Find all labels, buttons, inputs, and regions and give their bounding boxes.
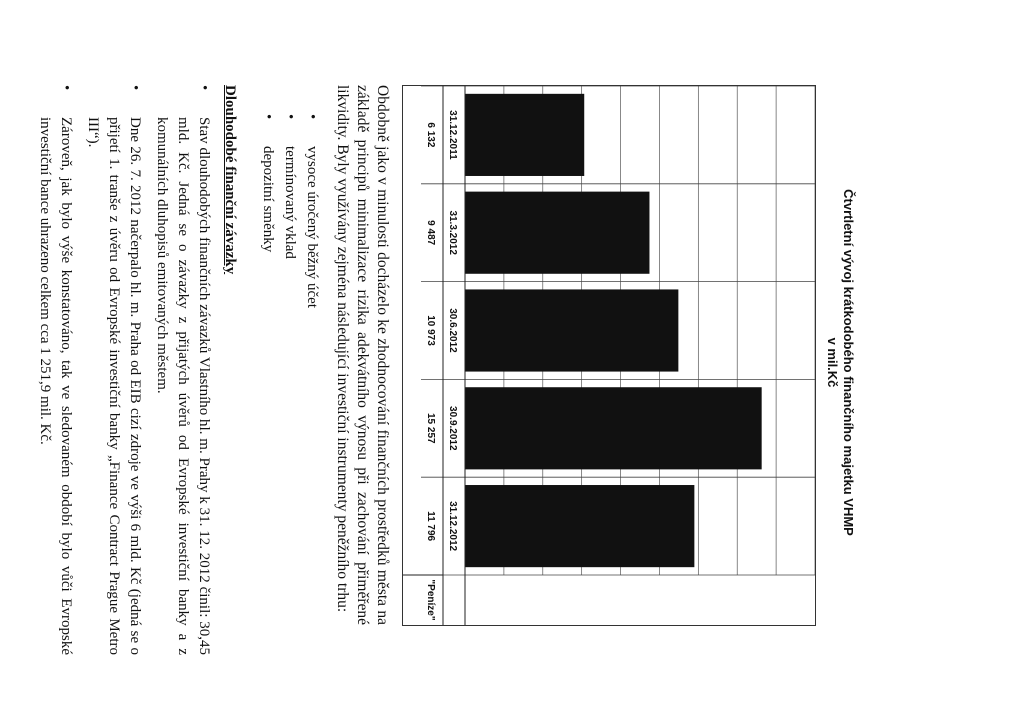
instrument-list [257, 114, 323, 584]
bullet: • [304, 114, 320, 120]
list-item [301, 114, 323, 584]
category-label: 31.12.2011 [447, 110, 458, 160]
category-label: 30.9.2012 [447, 406, 458, 451]
bullet: • [58, 85, 74, 91]
liabilities-heading: Dlouhodobé finanční závazky [222, 85, 238, 275]
category-label: 31.3.2012 [447, 210, 458, 255]
series-row-label: "Peníze" [425, 579, 436, 621]
chart-frame [402, 85, 816, 626]
bar-chart [403, 86, 815, 625]
list-item [151, 85, 214, 655]
liability-text: Stav dlouhodobých finančních závazků Vlastního hl. m. Prahy k 31. 12. 2012 činil: 30,45 mld. Kč. Jedná se o závazky z přijatých úvěrů od Evropské investiční banky a z komunálních dluhopisů emitovaných městem. [154, 117, 212, 655]
chart-title [824, 0, 856, 725]
bar [465, 192, 649, 274]
chart-title-line2: v mil.Kč [825, 337, 840, 388]
data-table [403, 86, 465, 625]
list-item [82, 85, 145, 655]
bullet: • [196, 85, 212, 91]
bar [465, 94, 584, 176]
bar [465, 387, 762, 469]
liabilities-list [34, 85, 214, 655]
value-label: 11 796 [425, 511, 436, 542]
category-label: 30.6.2012 [447, 308, 458, 353]
value-label: 6 132 [425, 122, 436, 148]
liability-text: Dne 26. 7. 2012 načerpalo hl. m. Praha od EIB cizí zdroje ve výši 6 mld. Kč (jedná se o přijetí 1. tranše z úvěru od Evropské investiční banky „Finance Contract Prague Metro III“). [85, 117, 143, 655]
bars [465, 94, 762, 567]
list-item [279, 114, 301, 584]
bar [465, 485, 694, 567]
value-label: 9 487 [425, 220, 436, 246]
bullet: • [260, 114, 276, 120]
instrument-text: termínovaný vklad [282, 146, 298, 259]
bullet: • [282, 114, 298, 120]
category-label: 31.12.2012 [447, 501, 458, 552]
instrument-text: depozitní směnky [260, 146, 276, 253]
instrument-text: vysoce úročený běžný účet [304, 146, 320, 309]
value-label: 10 973 [425, 315, 436, 346]
list-item [34, 85, 76, 655]
chart-title-line1: Čtvrtletní vývoj krátkodobého finančního majetku VHMP [841, 189, 856, 536]
value-label: 15 257 [425, 413, 436, 444]
list-item [257, 114, 279, 584]
bullet: • [127, 85, 143, 91]
intro-paragraph: Obdobně jako v minulosti docházelo ke zhodnocování finančních prostředků města na základě principů minimalizace rizika adekvátního výnosu při zachování přiměřené likvidity. Byly využívány zejména následující investiční instrumenty peněžního trhu: [334, 85, 391, 625]
bar [465, 289, 678, 371]
liability-text: Zároveň, jak bylo výše konstatováno, tak ve sledovaném období bylo vůči Evropské investiční bance uhrazeno celkem cca 1 251,9 mil. Kč. [37, 117, 74, 655]
